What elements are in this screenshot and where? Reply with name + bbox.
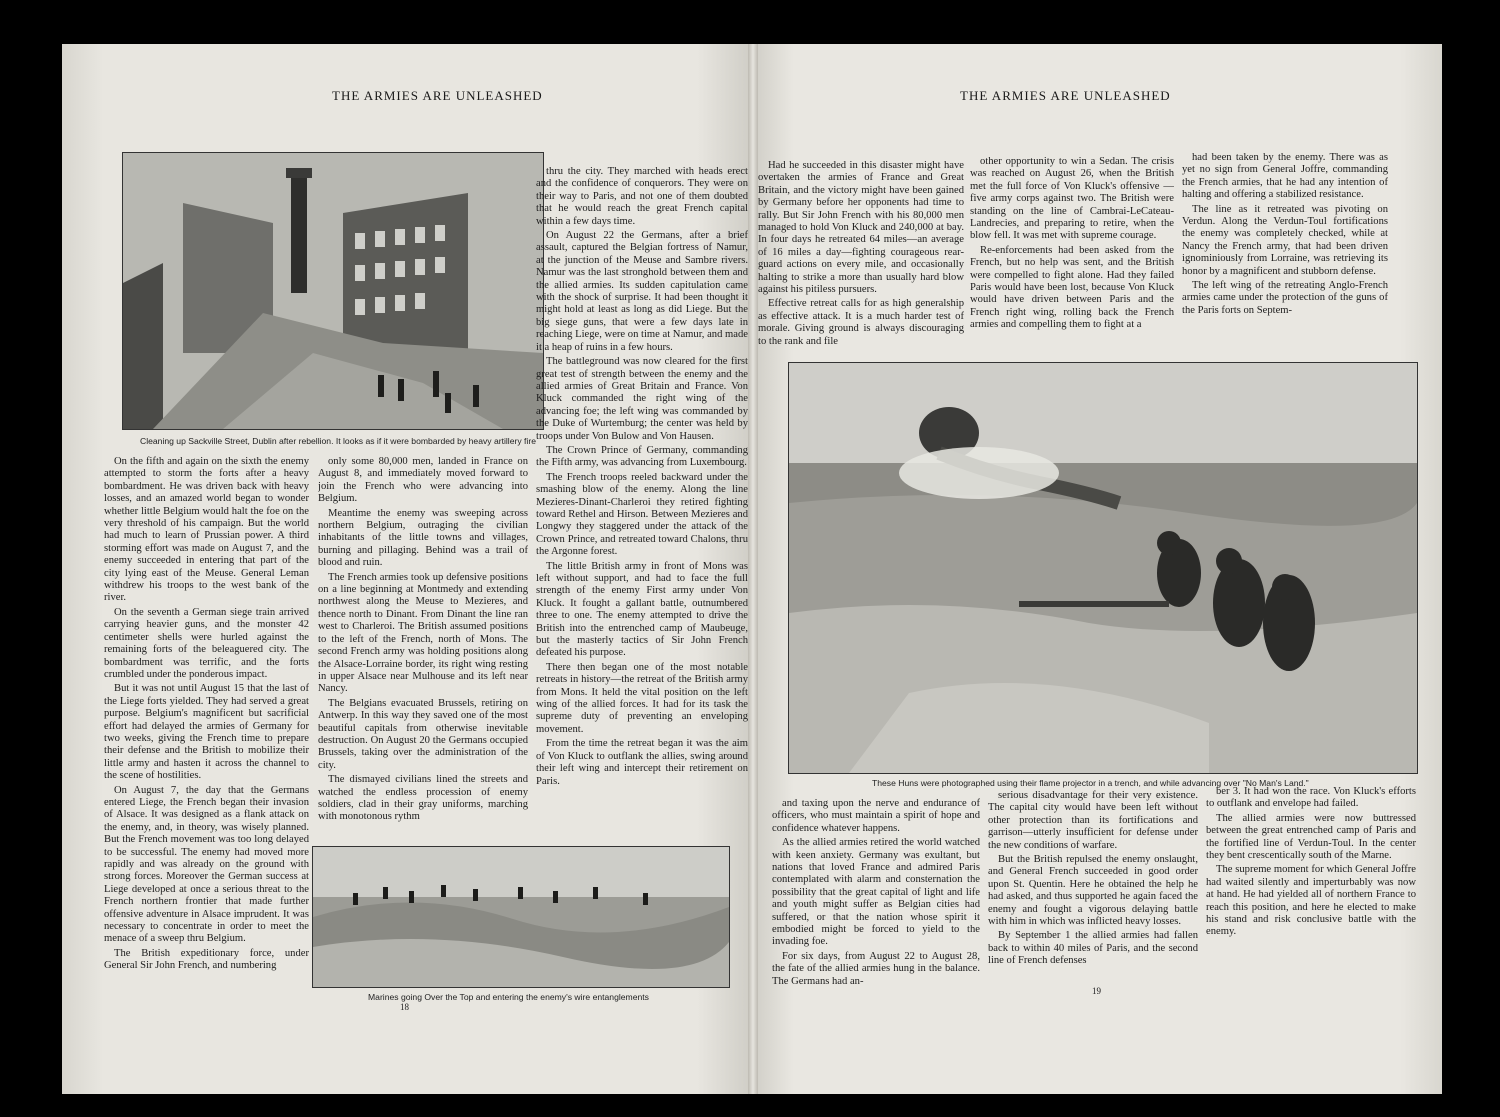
paragraph: other opportunity to win a Sedan. The crisis was reached on August 26, when the British met the full force of Von Kluck's offensive — five army corps against two. The British were standing on the line of Cambrai-LeCateau-Landrecies, and preparing to retire, when the blow fell. It was met with supreme courage. [970,156,1174,242]
paragraph: and taxing upon the nerve and endurance of officers, who must maintain a spirit of hope and confidence whatever happens. [772,798,980,834]
battlefield-illustration [313,847,729,987]
right-page-number: 19 [1092,986,1101,996]
paragraph: But it was not until August 15 that the last of the Liege forts yielded. They had served a great purpose. Belgium's magnificent but sacrificial effort had delayed the armies of Germany for two weeks, giving the French time to prepare their defense and the British to mobilize their little army and hasten it across the channel to the scene of hostilities. [104,683,309,782]
left-bottom-photo-caption: Marines going Over the Top and entering the enemy's wire entanglements [368,992,649,1002]
paragraph: There then began one of the most notable retreats in history—the retreat of the British army from Mons. It held the vital position on the left wing of the allied forces. It had for its task the supreme duty of preventing an enveloping movement. [536,661,748,735]
paragraph: The Crown Prince of Germany, commanding the Fifth army, was advancing from Luxembourg. [536,444,748,469]
paragraph: The Belgians evacuated Brussels, retiring on Antwerp. In this way they saved one of the most beautiful capitals from otherwise inevitable destruction. On August 20 the Germans occupied Brussels, taking over the administration of the city. [318,697,528,771]
sackville-street-photo [122,152,544,430]
right-bottom-column-3 [1206,786,1416,986]
right-bottom-column-1 [772,798,980,998]
paragraph: The supreme moment for which General Joffre had waited silently and imperturbably was now at hand. He had yielded all of northern France to reach this position, and here he elected to make his stand and risk conclusive battle with the enemy. [1206,864,1416,938]
paragraph: The left wing of the retreating Anglo-French armies came under the protection of the guns of the Paris forts on Septem- [1182,280,1388,316]
right-bottom-column-2 [988,790,1198,990]
paragraph: The dismayed civilians lined the streets and watched the endless procession of enemy soldiers, clad in their gray uniforms, marching with monotonous rythm [318,774,528,823]
paragraph: But the British repulsed the enemy onslaught, and General French succeeded in good order upon St. Quentin. Here he obtained the help he had asked, and thus supported he again faced the enemy and fought a vigorous delaying battle with him in which was inflicted heavy losses. [988,854,1198,928]
marines-photo [312,846,730,988]
paragraph: On August 7, the day that the Germans entered Liege, the French began their invasion of Alsace. It was designed as a flank attack on the enemy, and, in theory, was wisely planned. But the French movement was too long delayed to be successful. The enemy had moved more rapidly and was already on the ground with strong forces. Moreover the German success at Liege developed at once a serious threat to the French northern frontier that made further offensive adventure in Alsace imprudent. It was necessary to concentrate in order to meet the menace of a sweep thru Belgium. [104,784,309,945]
paragraph: had been taken by the enemy. There was as yet no sign from General Joffre, commanding the French armies, that he had any intention of halting and offering a stabilized resistance. [1182,152,1388,201]
paragraph: From the time the retreat began it was the aim of Von Kluck to outflank the allies, swing around their left wing and intercept their retirement on Paris. [536,738,748,787]
ruins-illustration [123,153,543,429]
paragraph: The battleground was now cleared for the first great test of strength between the enemy and the allied armies of Great Britain and France. Von Kluck commanded the right wing of the advancing foe; the left wing was commanded by the Duke of Wurtemburg; the center was held by troops under Von Bulow and Von Hausen. [536,356,748,442]
paragraph: ber 3. It had won the race. Von Kluck's efforts to outflank and envelope had failed. [1206,786,1416,810]
right-running-head: THE ARMIES ARE UNLEASHED [960,88,1171,103]
paragraph: The allied armies were now buttressed between the great entrenched camp of Paris and the fortified line of Verdun-Toul. In the center they bent crescentically south of the Marne. [1206,812,1416,862]
right-top-column-1 [758,160,964,376]
flame-projector-photo [788,362,1418,774]
right-top-column-3 [1182,152,1388,364]
paragraph: On the fifth and again on the sixth the enemy attempted to storm the forts after a heavy bombardment. He was driven back with heavy losses, and an amazed world began to wonder whether little Belgium would halt the foe on the very threshold of his campaign. But the world had much to learn of Prussian power. A third storming effort was made on August 7, and the enemy succeeded in entering that part of the city lying east of the Meuse. General Leman withdrew his troops to the west bank of the river. [104,456,309,604]
paragraph: On the seventh a German siege train arrived carrying heavier guns, and the monster 42 centimeter shells were hurled against the remaining forts of the beleaguered city. The bombardment was terrific, and the forts crumbled under the ponderous impact. [104,606,309,680]
paragraph: For six days, from August 22 to August 28, the fate of the allied armies hung in the balance. The Germans had an- [772,950,980,987]
paragraph: The British expeditionary force, under General Sir John French, and numbering [104,947,309,972]
paragraph: By September 1 the allied armies had fallen back to within 40 miles of Paris, and the second line of French defenses [988,930,1198,967]
paragraph: As the allied armies retired the world watched with keen anxiety. Germany was exultant, but nations that loved France and admired Paris contemplated with alarm and consternation the possibility that the great capital of light and life and youth might suffer as Belgian cities had suffered, or that the nation whose spirit it embodied might be forced to yield to the invading foe. [772,837,980,948]
left-page-number: 18 [400,1002,409,1012]
paragraph: Had he succeeded in this disaster might have overtaken the armies of France and Great Britain, and the victory might have been gained by Germany before her opponents had time to rally. But Sir John French with his 80,000 men managed to hold Von Kluck and 240,000 at bay. In four days he retreated 64 miles—an average of 16 miles a day—fighting courageous rear-guard actions on every mile, and occasionally halting to strike a more than usually hard blow against his pitiless pursuers. [758,160,964,296]
left-column-1 [104,456,309,1022]
left-running-head: THE ARMIES ARE UNLEASHED [332,88,543,103]
book-gutter [748,44,758,1094]
paragraph: Re-enforcements had been asked from the French, but no help was sent, and the British were compelled to fight alone. Had they failed Paris would have been lost, because Von Kluck would have driven between Paris and the French right wing, rolling back the French armies and compelling them to fight at a [970,244,1174,331]
paragraph: Effective retreat calls for as high generalship as effective attack. It is a much harder test of morale. Giving ground is always discouraging to the rank and file [758,298,964,347]
left-column-3 [536,166,748,840]
paragraph: thru the city. They marched with heads erect and the confidence of conquerors. They were on their way to Paris, and not one of them doubted that he would reach the great French capital within a few days time. [536,166,748,227]
right-top-column-2 [970,156,1174,368]
paragraph: The line as it retreated was pivoting on Verdun. Along the Verdun-Toul fortifications the enemy was completely checked, while at Nancy the French army, that had been driven ignominiously from Lorraine, was retrieving its honor by a magnificent and stubborn defense. [1182,203,1388,277]
left-top-photo-caption: Cleaning up Sackville Street, Dublin after rebellion. It looks as if it were bombarded by heavy artillery fire [140,436,536,446]
paragraph: On August 22 the Germans, after a brief assault, captured the Belgian fortress of Namur, at the junction of the Meuse and Sambre rivers. Namur was the last stronghold between them and the allied armies. Its sudden capitulation came with the shock of surprise. It had been thought it might hold at least as long as did Liege. But the big siege guns, that were a few days late in reaching Liege, were on time at Namur, and made it a heap of ruins in a few hours. [536,230,748,353]
paragraph: only some 80,000 men, landed in France on August 8, and immediately moved forward to join the French who were advancing into Belgium. [318,456,528,505]
paragraph: The French armies took up defensive positions on a line beginning at Montmedy and extending northwest along the Meuse to Mezieres, and thence north to Dinant. From Dinant the line ran west to Charleroi. The British assumed positions to the left of the French, north of Mons. The second French army was holding positions along the Alsace-Lorraine border, its right wing resting in upper Alsace near Mulhouse and its left near Nancy. [318,571,528,695]
paragraph: The little British army in front of Mons was left without support, and had to face the full strength of the enemy First army under Von Kluck. It fought a gallant battle, outnumbered three to one. The enemy attempted to drive the British into the entrenched camp of Maubeuge, but the masterly tactics of Sir John French defeated his purpose. [536,560,748,659]
paragraph: Meantime the enemy was sweeping across northern Belgium, outraging the civilian inhabitants of the little towns and villages, burning and pillaging. Behind was a trail of blood and ruin. [318,507,528,569]
paragraph: serious disadvantage for their very existence. The capital city would have been left without other protection than its fortifications and garrison—utterly insufficient for defense under the new conditions of warfare. [988,790,1198,851]
paragraph: The French troops reeled backward under the smashing blow of the enemy. Along the line Mezieres-Dinant-Charleroi they retired fighting toward Rethel and Hirson. Between Mezieres and Longwy they staggered under the attack of the Crown Prince, and retreated toward Chalons, thru the Argonne forest. [536,471,748,558]
left-column-2 [318,456,528,832]
trench-illustration [789,363,1417,773]
right-photo-caption: These Huns were photographed using their flame projector in a trench, and while advancing over "No Man's Land." [872,778,1309,788]
